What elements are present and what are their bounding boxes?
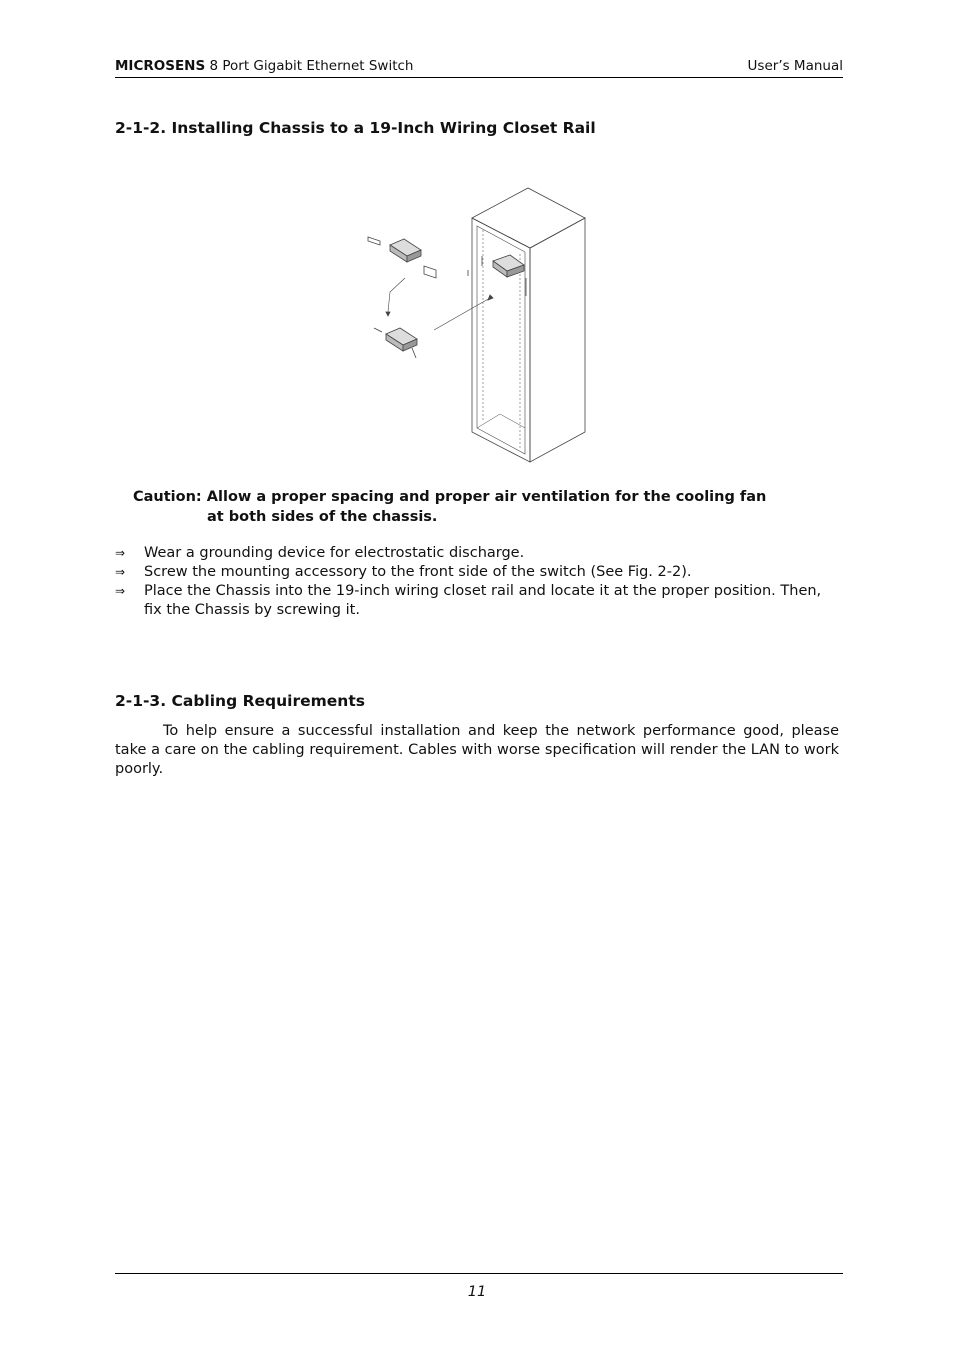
- manual-label: User’s Manual: [747, 58, 843, 74]
- arrow-icon: ⇒: [115, 584, 126, 598]
- installation-steps: [115, 544, 843, 620]
- step-text: Screw the mounting accessory to the front side of the switch (See Fig. 2-2).: [144, 564, 692, 580]
- section-heading-cabling: 2-1-3. Cabling Requirements: [115, 692, 365, 710]
- cabling-paragraph: To help ensure a successful installation and keep the network performance good, please take a care on the cabling requirement. Cables with worse specification will render the LAN to work poorly.: [115, 723, 839, 777]
- switch-with-brackets: [368, 237, 436, 278]
- page-number: 11: [467, 1284, 487, 1300]
- step-text: Place the Chassis into the 19-inch wiring closet rail and locate it at the proper position. Then, fix the Chassis by screwing it.: [144, 583, 822, 618]
- arrow-icon: ⇒: [115, 546, 126, 560]
- caution-line-2: at both sides of the chassis.: [207, 509, 438, 525]
- list-item: [115, 544, 843, 563]
- caution-note: [133, 487, 766, 527]
- page-header: [115, 57, 843, 78]
- list-item: [115, 582, 843, 620]
- header-title: [115, 58, 413, 74]
- brand-name: MICROSENS: [115, 58, 206, 74]
- arrow-icon: ⇒: [115, 565, 126, 579]
- product-name: 8 Port Gigabit Ethernet Switch: [205, 58, 414, 74]
- section-heading-install: 2-1-2. Installing Chassis to a 19-Inch Wiring Closet Rail: [115, 119, 596, 137]
- rack-cabinet: [468, 188, 585, 462]
- rack-installation-figure: [360, 182, 595, 468]
- switch-assembled: [374, 328, 417, 358]
- step-text: Wear a grounding device for electrostatic discharge.: [144, 545, 525, 561]
- list-item: [115, 563, 843, 582]
- footer-divider: [115, 1273, 843, 1274]
- caution-line-1: Caution: Allow a proper spacing and proper air ventilation for the cooling fan: [133, 489, 767, 505]
